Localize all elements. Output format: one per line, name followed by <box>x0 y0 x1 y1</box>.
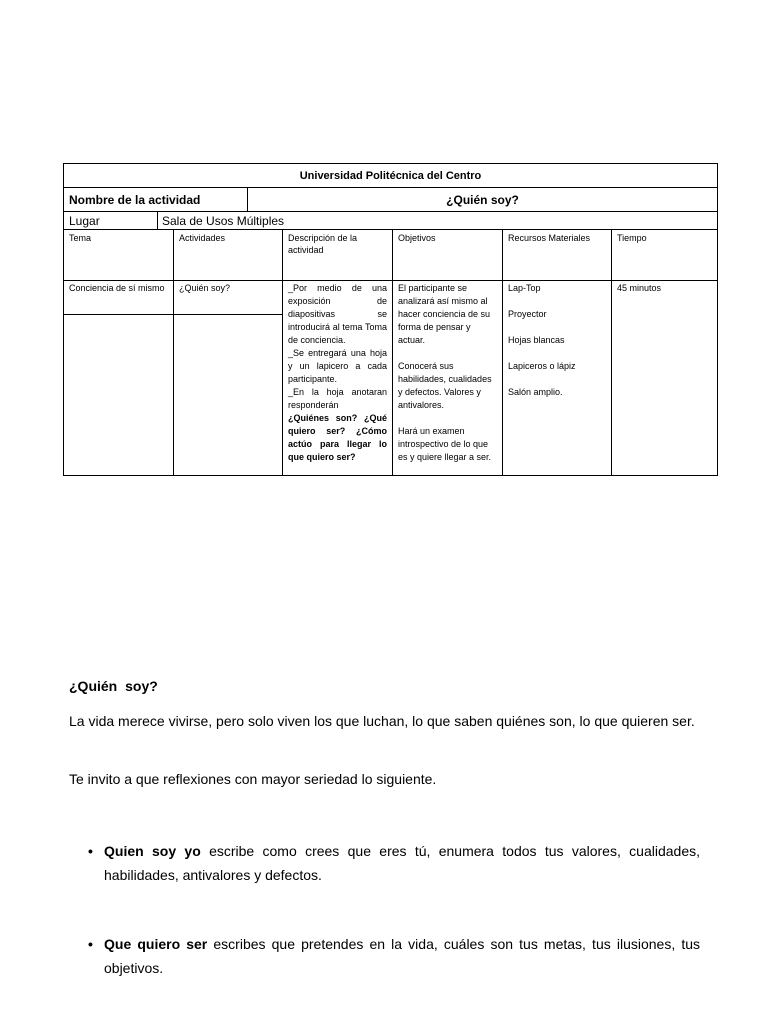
activity-name-label: Nombre de la actividad <box>69 192 201 207</box>
activity-plan-table <box>63 163 718 476</box>
objetivos-p2: Conocerá sus habilidades, cualidades y defectos. Valores y antivalores. <box>398 361 492 410</box>
table-title-row <box>64 164 717 187</box>
section-heading: ¿Quién soy? <box>69 678 158 694</box>
bullet-rest: escribe como crees que eres tú, enumera todos tus valores, cualidades, habilidades, antivalores y defectos. <box>104 843 700 883</box>
header-descripcion: Descripción de la actividad <box>282 230 392 280</box>
place-label: Lugar <box>69 213 100 228</box>
table-body-row <box>64 280 717 475</box>
cell-tema <box>64 281 173 475</box>
bullet-item-que-quiero-ser <box>88 932 700 980</box>
descripcion-p1: _Por medio de una exposición de diapositivas se introducirá al tema Toma de conciencia. <box>288 283 387 345</box>
recurso-item: Hojas blancas <box>508 335 565 345</box>
recurso-item: Lap-Top <box>508 283 541 293</box>
descripcion-p2: _Se entregará una hoja y un lapicero a cada participante. <box>288 348 387 384</box>
recurso-item: Proyector <box>508 309 547 319</box>
table-title: Universidad Politécnica del Centro <box>299 169 482 182</box>
recurso-item: Salón amplio. <box>508 387 563 397</box>
cell-objetivos <box>392 281 502 475</box>
header-tema: Tema <box>69 233 92 243</box>
objetivos-p1: El participante se analizará así mismo al hacer conciencia de su forma de pensar y actuar. <box>398 283 491 345</box>
activity-name-value: ¿Quién soy? <box>247 188 717 211</box>
actividades-text: ¿Quién soy? <box>179 283 231 293</box>
descripcion-p3: _En la hoja anotaran responderán <box>288 387 387 410</box>
activity-name-row <box>64 187 717 211</box>
header-actividades: Actividades <box>173 230 282 280</box>
bullet-bold-lead: Quien soy yo <box>104 843 201 859</box>
invite-paragraph: Te invito a que reflexiones con mayor seriedad lo siguiente. <box>69 771 437 787</box>
recurso-item: Lapiceros o lápiz <box>508 361 576 371</box>
place-row <box>64 211 717 229</box>
bullet-rest: escribes que pretendes en la vida, cuáles son tus metas, tus ilusiones, tus objetivos. <box>104 936 701 976</box>
header-tiempo: Tiempo <box>611 230 717 280</box>
bullet-bold-lead: Que quiero ser <box>104 936 208 952</box>
cell-divider <box>64 314 173 315</box>
bullet-text <box>104 839 700 887</box>
bullet-text <box>104 932 700 980</box>
cell-descripcion <box>282 281 392 475</box>
intro-paragraph: La vida merece vivirse, pero solo viven los que luchan, lo que saben quiénes son, lo que quieren ser. <box>69 713 695 729</box>
bullet-icon: • <box>88 843 93 859</box>
bullet-icon: • <box>88 936 93 952</box>
tiempo-text: 45 minutos <box>617 283 662 293</box>
cell-tiempo <box>611 281 717 475</box>
objetivos-p3: Hará un examen introspectivo de lo que es y quiere llegar a ser. <box>398 426 492 462</box>
tema-text: Conciencia de sí mismo <box>69 283 165 293</box>
header-objetivos: Objetivos <box>392 230 502 280</box>
cell-recursos <box>502 281 611 475</box>
place-value: Sala de Usos Múltiples <box>157 212 717 229</box>
bullet-item-quien-soy <box>88 839 700 887</box>
table-header-row <box>64 229 717 280</box>
header-recursos: Recursos Materiales <box>502 230 611 280</box>
descripcion-questions: ¿Quiénes son? ¿Qué quiero ser? ¿Cómo actúo para llegar lo que quiero ser? <box>288 413 387 462</box>
cell-actividades <box>173 281 282 475</box>
cell-divider <box>174 314 282 315</box>
